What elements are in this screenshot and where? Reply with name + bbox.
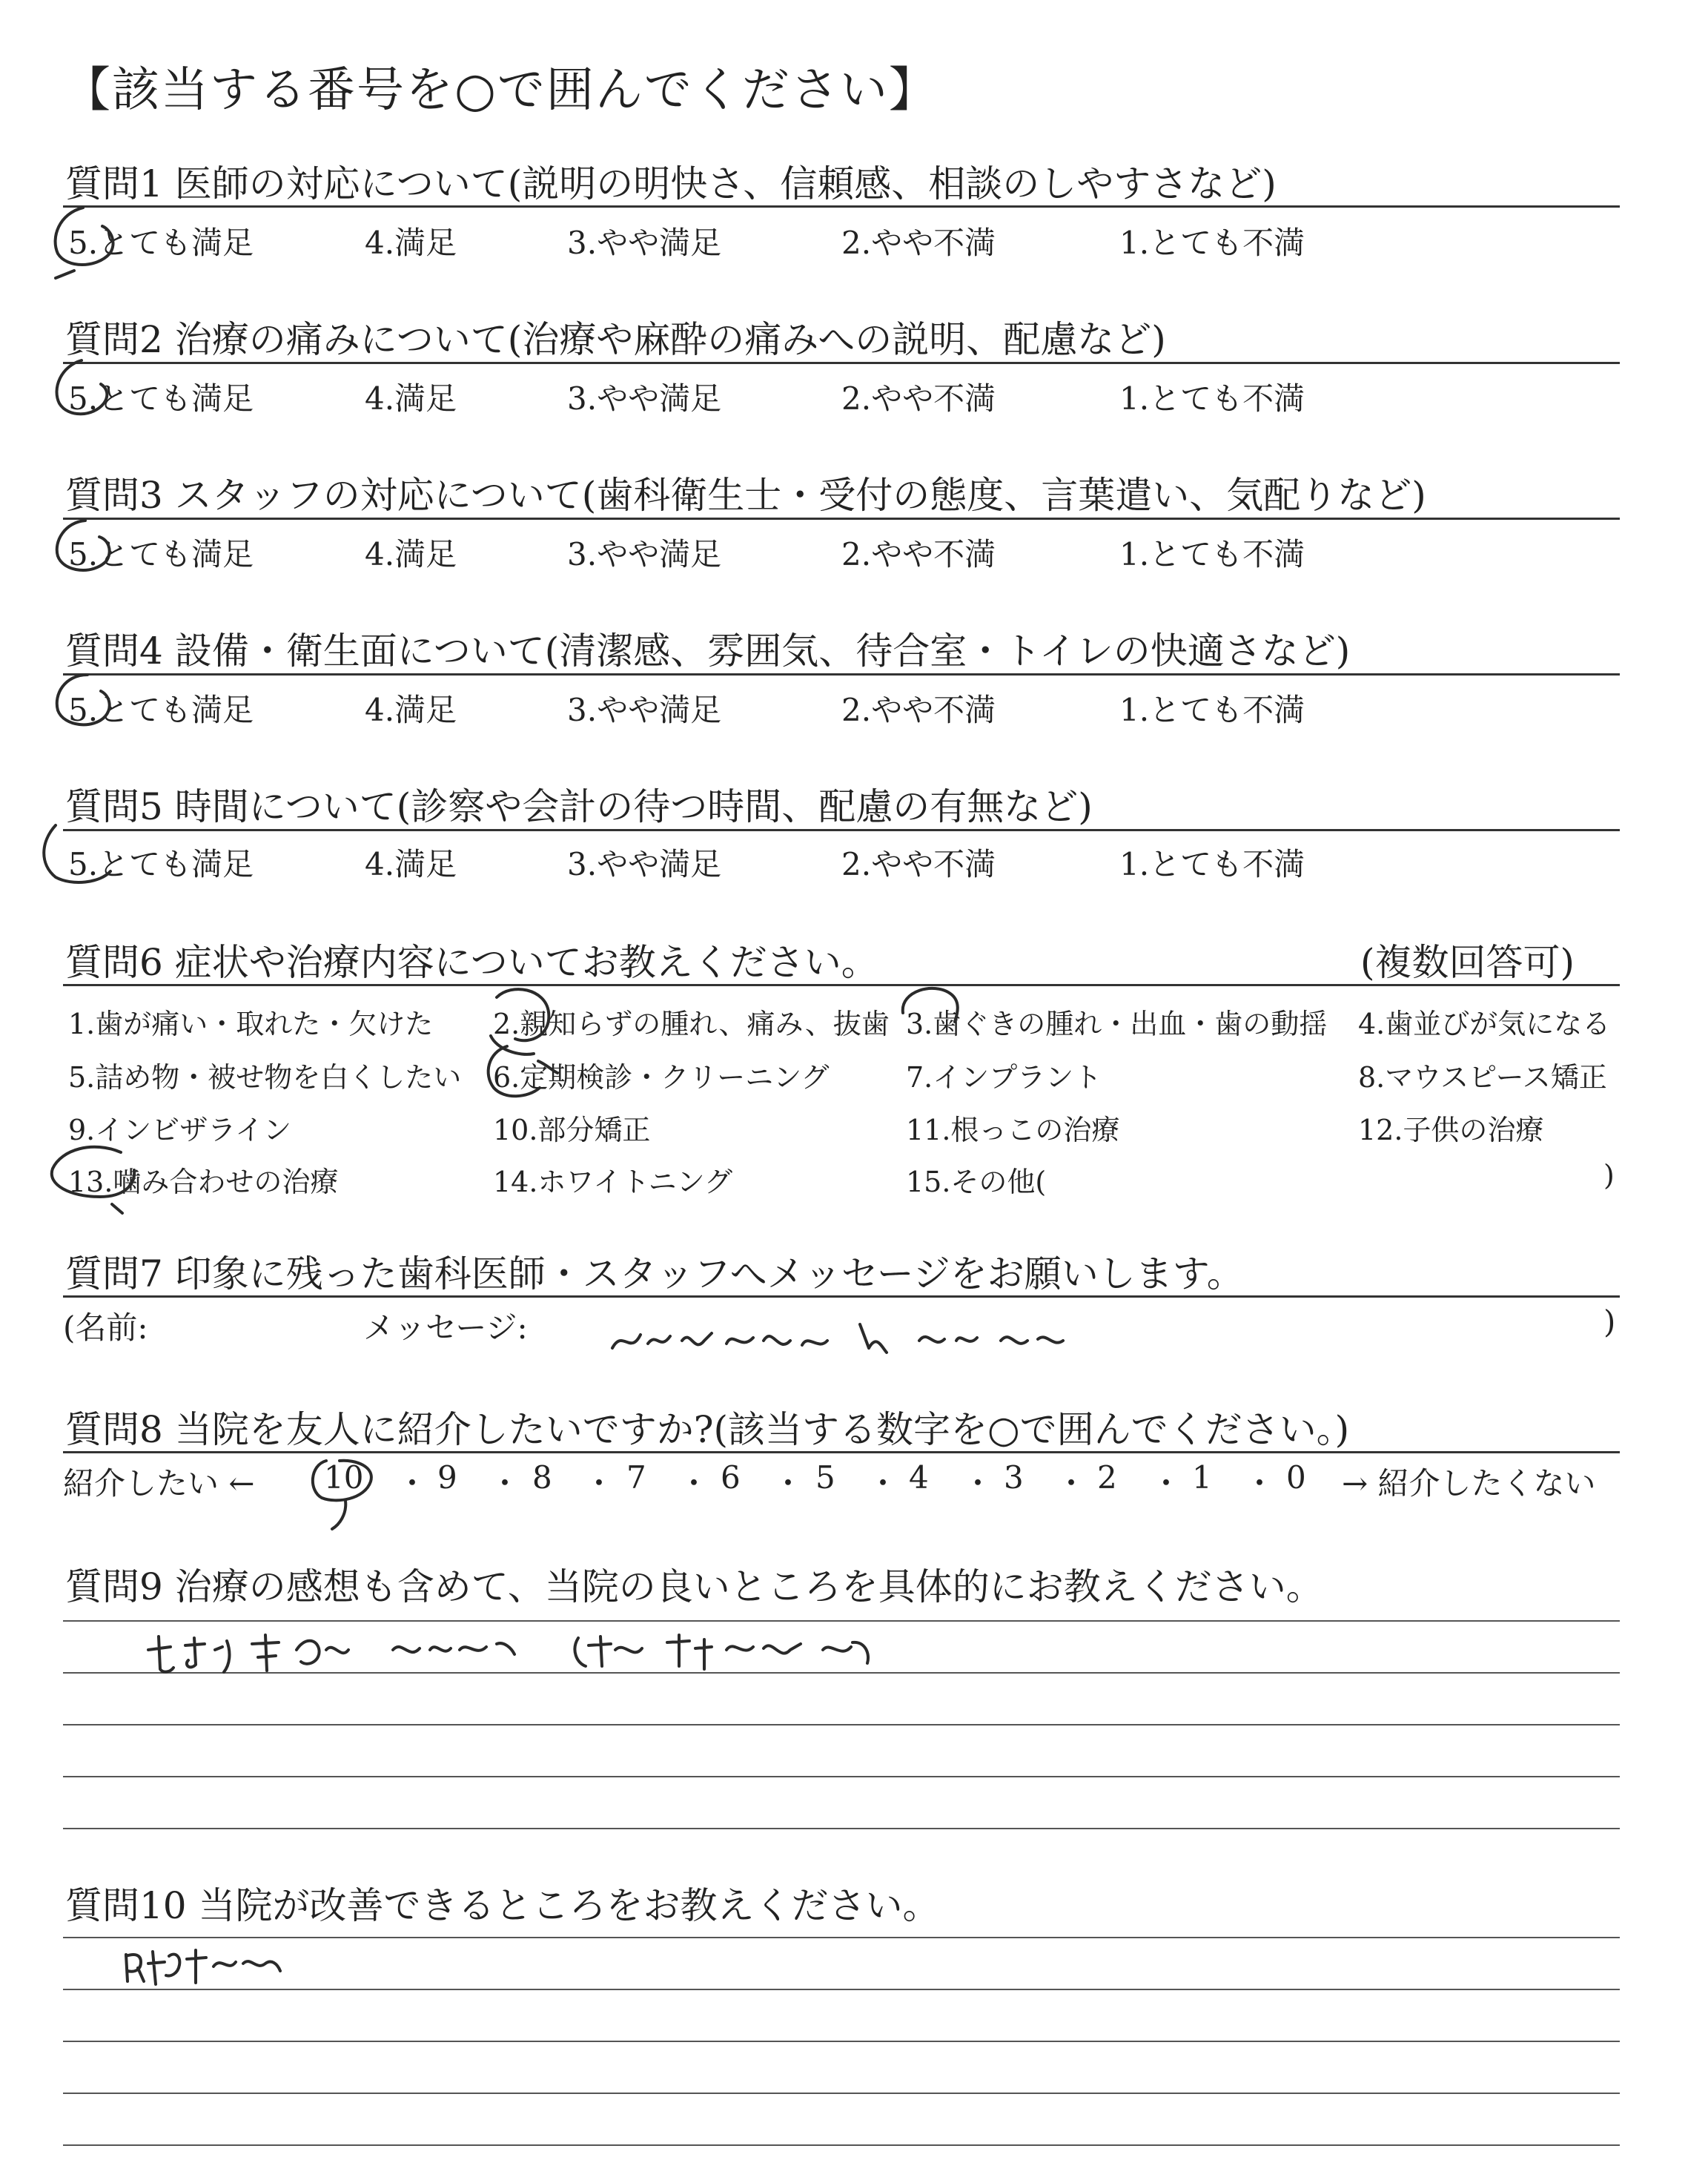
q8-scale-2[interactable]: 2 [1097, 1459, 1117, 1496]
q8-scale-6[interactable]: 6 [721, 1459, 741, 1496]
q5-option-4[interactable]: 4.満足 [365, 846, 457, 882]
q8-scale-dot: ・ [397, 1465, 428, 1502]
q9-answer-line [63, 1828, 1620, 1829]
q8-left-label: 紹介したい ← [63, 1465, 255, 1502]
q3-option-5[interactable]: 5.とても満足 [68, 536, 254, 572]
q9-handwritten-answer[interactable] [141, 1628, 927, 1687]
q1-option-5[interactable]: 5.とても満足 [68, 225, 254, 261]
q6-option-15-close-paren: ) [1603, 1159, 1615, 1192]
q9-answer-line [63, 1776, 1620, 1777]
q8-scale-dot: ・ [489, 1465, 521, 1502]
q8-scale-dot: ・ [1056, 1465, 1088, 1502]
q6-option-7[interactable]: 7.インプラント [906, 1061, 1102, 1094]
q8-handwritten-circle-10 [302, 1455, 384, 1536]
q6-option-10[interactable]: 10.部分矯正 [493, 1114, 651, 1146]
question-1-title: 質問1 医師の対応について(説明の明快さ、信頼感、相談のしやすさなど) [65, 162, 1277, 205]
q6-option-5[interactable]: 5.詰め物・被せ物を白くしたい [68, 1061, 462, 1094]
q8-scale-1[interactable]: 1 [1192, 1459, 1212, 1496]
q8-scale-0[interactable]: 0 [1286, 1459, 1306, 1496]
question-8-rule [63, 1451, 1620, 1453]
q8-scale-7[interactable]: 7 [626, 1459, 646, 1496]
q4-handwritten-circle [44, 666, 133, 740]
q6-option-6[interactable]: 6.定期検診・クリーニング [493, 1061, 830, 1094]
q7-close-paren: ) [1603, 1304, 1616, 1340]
q5-option-5[interactable]: 5.とても満足 [68, 846, 254, 882]
q8-scale-dot: ・ [1244, 1465, 1276, 1502]
q2-option-5[interactable]: 5.とても満足 [68, 380, 254, 417]
q6-option-11[interactable]: 11.根っこの治療 [906, 1114, 1120, 1146]
q2-option-1[interactable]: 1.とても不満 [1119, 380, 1305, 417]
q8-scale-dot: ・ [867, 1465, 899, 1502]
question-6-rule [63, 984, 1620, 986]
q8-scale-3[interactable]: 3 [1004, 1459, 1024, 1496]
q9-answer-line [63, 1724, 1620, 1725]
question-8-title: 質問8 当院を友人に紹介したいですか?(該当する数字を○で囲んでください。) [65, 1408, 1350, 1451]
question-2-title: 質問2 治療の痛みについて(治療や麻酔の痛みへの説明、配慮など) [65, 318, 1166, 361]
question-6-title: 質問6 症状や治療内容についてお教えください。 [65, 941, 878, 984]
question-5-title: 質問5 時間について(診察や会計の待つ時間、配慮の有無など) [65, 785, 1093, 828]
q1-handwritten-circle [44, 200, 133, 282]
q8-scale-8[interactable]: 8 [532, 1459, 552, 1496]
q1-option-1[interactable]: 1.とても不満 [1119, 225, 1305, 261]
q3-option-2[interactable]: 2.やや不満 [841, 536, 996, 572]
q6-option-3[interactable]: 3.歯ぐきの腫れ・出血・歯の動揺 [906, 1008, 1328, 1040]
q4-option-3[interactable]: 3.やや満足 [567, 692, 722, 728]
q1-option-4[interactable]: 4.満足 [365, 225, 457, 261]
q6-option-2[interactable]: 2.親知らずの腫れ、痛み、抜歯 [493, 1008, 890, 1040]
question-6-note: (複数回答可) [1360, 941, 1575, 984]
q6-handwritten-circle-13 [41, 1136, 152, 1225]
q7-message-label: メッセージ: [363, 1309, 528, 1346]
question-7-rule [63, 1295, 1620, 1298]
q6-option-15[interactable]: 15.その他( [906, 1166, 1047, 1198]
q6-handwritten-circle-6 [474, 1034, 571, 1109]
q6-option-1[interactable]: 1.歯が痛い・取れた・欠けた [68, 1008, 434, 1040]
q4-option-5[interactable]: 5.とても満足 [68, 692, 254, 728]
q2-option-3[interactable]: 3.やや満足 [567, 380, 722, 417]
q8-scale-dot: ・ [1151, 1465, 1182, 1502]
q6-option-12[interactable]: 12.子供の治療 [1358, 1114, 1544, 1146]
q8-right-label: → 紹介したくない [1342, 1465, 1596, 1502]
q5-option-2[interactable]: 2.やや不満 [841, 846, 996, 882]
question-4-title: 質問4 設備・衛生面について(清潔感、雰囲気、待合室・トイレの快適さなど) [65, 630, 1351, 673]
question-1-rule [63, 205, 1620, 208]
q1-option-3[interactable]: 3.やや満足 [567, 225, 722, 261]
q8-scale-5[interactable]: 5 [815, 1459, 835, 1496]
q10-answer-line [63, 2093, 1620, 2094]
question-3-rule [63, 518, 1620, 520]
question-7-title: 質問7 印象に残った歯科医師・スタッフへメッセージをお願いします。 [65, 1252, 1244, 1295]
q8-scale-dot: ・ [583, 1465, 615, 1502]
question-3-title: 質問3 スタッフの対応について(歯科衛生士・受付の態度、言葉遣い、気配りなど) [65, 474, 1426, 517]
q8-scale-4[interactable]: 4 [909, 1459, 929, 1496]
q6-handwritten-circle-3 [890, 977, 971, 1059]
q3-option-4[interactable]: 4.満足 [365, 536, 457, 572]
question-4-rule [63, 673, 1620, 676]
q8-scale-dot: ・ [962, 1465, 994, 1502]
q3-handwritten-circle [44, 512, 133, 586]
question-10-title: 質問10 当院が改善できるところをお教えください。 [65, 1884, 940, 1927]
question-2-rule [63, 362, 1620, 364]
q5-option-1[interactable]: 1.とても不満 [1119, 846, 1305, 882]
q4-option-2[interactable]: 2.やや不満 [841, 692, 996, 728]
q6-option-14[interactable]: 14.ホワイトニング [493, 1166, 733, 1198]
q4-option-4[interactable]: 4.満足 [365, 692, 457, 728]
question-5-rule [63, 829, 1620, 831]
q8-scale-dot: ・ [772, 1465, 804, 1502]
q2-option-4[interactable]: 4.満足 [365, 380, 457, 417]
q10-answer-line [63, 2041, 1620, 2042]
q3-option-3[interactable]: 3.やや満足 [567, 536, 722, 572]
q8-scale-dot: ・ [678, 1465, 710, 1502]
q8-scale-9[interactable]: 9 [437, 1459, 457, 1496]
q5-option-3[interactable]: 3.やや満足 [567, 846, 722, 882]
form-instructions-header: 【該当する番号を○で囲んでください】 [63, 63, 938, 118]
q9-answer-line [63, 1620, 1620, 1622]
q4-option-1[interactable]: 1.とても不満 [1119, 692, 1305, 728]
q7-name-label: (名前: [63, 1309, 148, 1346]
question-9-title: 質問9 治療の感想も含めて、当院の良いところを具体的にお教えください。 [65, 1565, 1323, 1608]
q8-scale-10[interactable]: 10 [324, 1459, 364, 1496]
q2-handwritten-circle [44, 354, 133, 429]
q2-option-2[interactable]: 2.やや不満 [841, 380, 996, 417]
q10-handwritten-answer[interactable] [119, 1941, 311, 2001]
q10-answer-line [63, 1937, 1620, 1938]
q6-option-4[interactable]: 4.歯並びが気になる [1358, 1008, 1611, 1040]
q3-option-1[interactable]: 1.とても不満 [1119, 536, 1305, 572]
q6-option-8[interactable]: 8.マウスピース矯正 [1358, 1061, 1607, 1094]
q6-option-13[interactable]: 13.噛み合わせの治療 [68, 1166, 339, 1198]
q5-handwritten-circle [33, 812, 137, 894]
q10-answer-line [63, 2144, 1620, 2146]
q1-option-2[interactable]: 2.やや不満 [841, 225, 996, 261]
q7-handwritten-message[interactable] [608, 1318, 1171, 1370]
q6-option-9[interactable]: 9.インビザライン [68, 1114, 292, 1146]
